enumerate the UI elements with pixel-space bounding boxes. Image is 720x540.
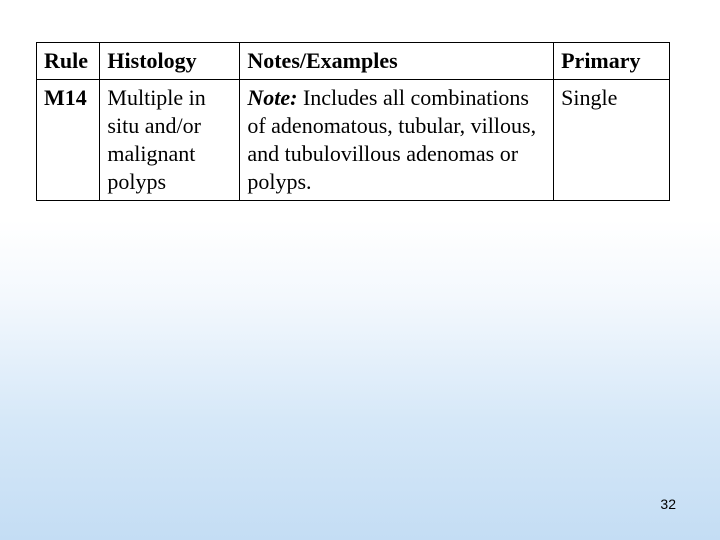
header-notes: Notes/Examples [240,43,554,80]
note-label: Note: [247,85,298,110]
note-text: Includes all combinations of adenomatous, tubular, villous, and tubulovillous adenomas or polyps. [247,85,537,194]
page-number: 32 [660,496,676,512]
rules-table [36,42,670,201]
histology-cell [100,80,240,201]
header-primary: Primary [554,43,670,80]
histology-text: Multiple in situ and/or malignant polyps [107,85,206,194]
table-row [37,80,670,201]
primary-cell: Single [554,80,670,201]
header-rule: Rule [37,43,100,80]
rule-id-cell: M14 [37,80,100,201]
header-histology: Histology [100,43,240,80]
notes-cell [240,80,554,201]
table-header-row [37,43,670,80]
